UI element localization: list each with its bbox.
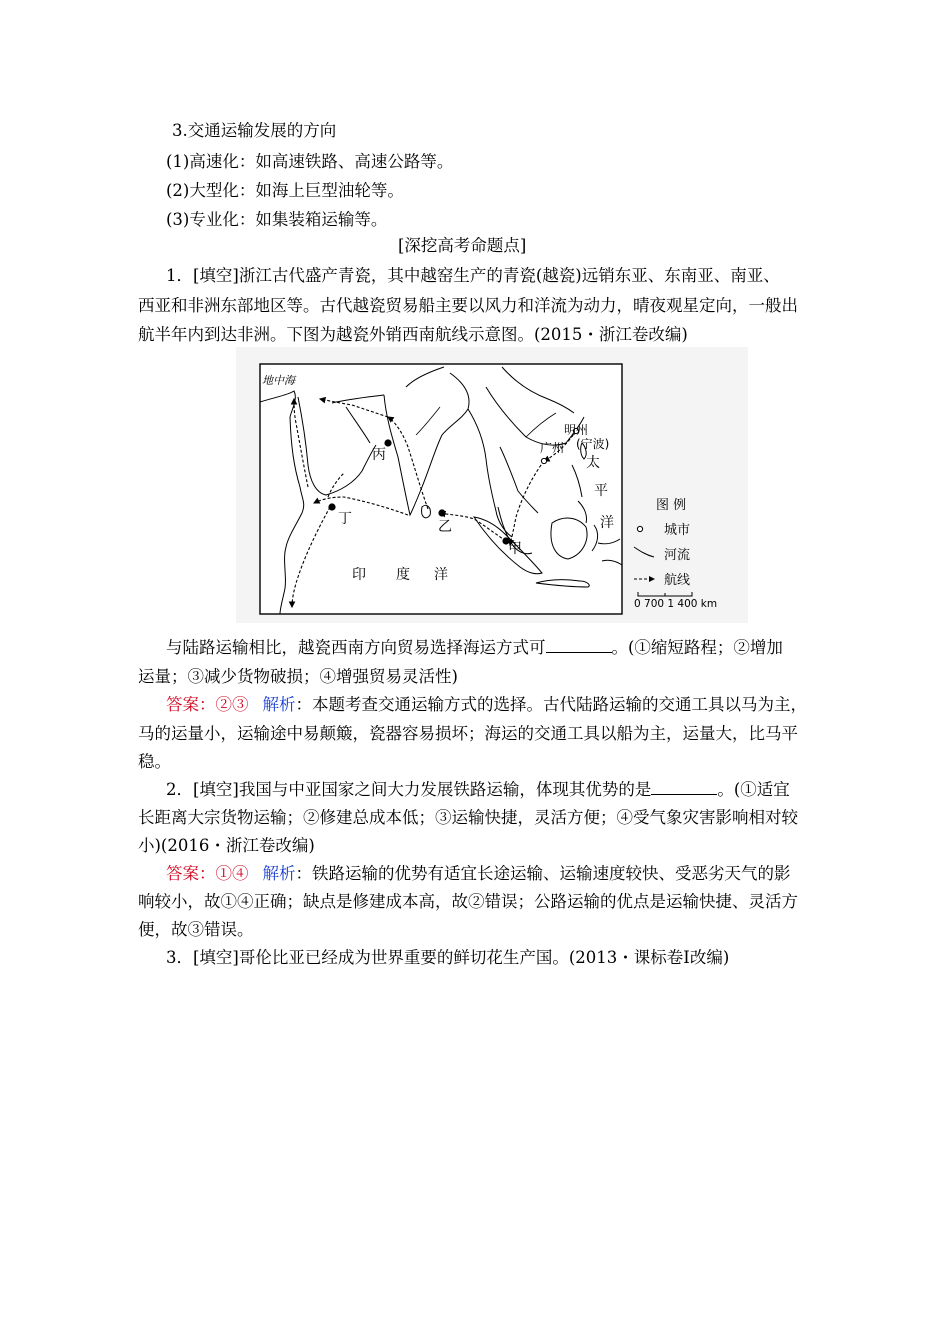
question-1-line: 西亚和非洲东部地区等。古代越瓷贸易船主要以风力和洋流为动力，晴夜观星定向，一般出 — [138, 296, 798, 315]
point-ding — [328, 503, 335, 510]
label-yang-pacific: 洋 — [600, 515, 614, 531]
legend-route-label: 航线 — [664, 573, 691, 588]
point-yi — [438, 509, 445, 516]
question-1-prompt: 与陆路运输相比，越瓷西南方向贸易选择海运方式可 。(①缩短路程；②增加 — [166, 638, 783, 657]
label-ningbo: (宁波) — [576, 437, 610, 451]
analysis-1-line: 稳。 — [138, 752, 171, 771]
answer-value: ①④ — [215, 864, 249, 883]
analysis-1-line: 马的运量小，运输途中易颠簸，瓷器容易损坏；海运的交通工具以船为主，运量大，比马平 — [138, 724, 798, 743]
route-map — [236, 347, 748, 623]
question-1-options: 运量；③减少货物破损；④增强贸易灵活性) — [138, 667, 458, 686]
city-guangzhou — [541, 458, 546, 463]
label-bing: 丙 — [372, 447, 386, 463]
answer-value: ②③ — [215, 695, 249, 714]
list-item: (1)高速化：如高速铁路、高速公路等。 — [166, 152, 454, 171]
answer-2: 答案：①④ 解析：铁路运输的优势有适宜长途运输、运输速度较快、受恶劣天气的影 — [166, 864, 791, 883]
label-yang-indian: 洋 — [434, 567, 448, 583]
page-title: [深挖高考命题点] — [398, 236, 527, 255]
answer-label: 答案： — [166, 695, 216, 714]
question-2-prompt: 2．[填空]我国与中亚国家之间大力发展铁路运输，体现其优势的是 。(①适宜 — [166, 780, 790, 799]
scale-label: 0 700 1 400 km — [634, 598, 718, 610]
analysis-2-line: 响较小，故①④正确；缺点是修建成本高，故②错误；公路运输的优点是运输快捷、灵活方 — [138, 892, 798, 911]
section-heading: 3.交通运输发展的方向 — [172, 121, 337, 140]
label-yin: 印 — [352, 567, 366, 583]
label-guangzhou: 广州 — [540, 441, 565, 455]
label-ming: 明州 — [564, 423, 589, 437]
answer-1: 答案：②③ 解析：本题考查交通运输方式的选择。古代陆路运输的交通工具以马为主， — [166, 695, 807, 714]
analysis-label: 解析 — [262, 695, 296, 714]
analysis-label: 解析 — [262, 864, 296, 883]
analysis-2-line: 便，故③错误。 — [138, 920, 254, 939]
list-item: (2)大型化：如海上巨型油轮等。 — [166, 181, 404, 200]
answer-blank[interactable] — [651, 780, 717, 795]
legend-city-label: 城市 — [664, 523, 691, 538]
label-ping: 平 — [594, 483, 608, 499]
answer-label: 答案： — [166, 864, 216, 883]
label-du: 度 — [396, 567, 410, 583]
label-tai: 太 — [586, 455, 600, 471]
label-mediterranean: 地中海 — [262, 374, 295, 387]
question-1-line: 航半年内到达非洲。下图为越瓷外销西南航线示意图。(2015・浙江卷改编) — [138, 325, 688, 344]
legend-river-label: 河流 — [664, 548, 691, 563]
list-item: (3)专业化：如集装箱运输等。 — [166, 210, 388, 229]
question-2-line: 小)(2016・浙江卷改编) — [138, 836, 315, 855]
answer-blank[interactable] — [546, 638, 612, 653]
legend-city-symbol — [637, 526, 642, 531]
question-3: 3．[填空]哥伦比亚已经成为世界重要的鲜切花生产国。(2013・课标卷Ⅰ改编) — [166, 948, 730, 967]
label-yi: 乙 — [438, 519, 452, 535]
label-ding: 丁 — [338, 511, 352, 527]
question-1-line: 1．[填空]浙江古代盛产青瓷，其中越窑生产的青瓷(越瓷)远销东亚、东南亚、南亚、 — [166, 266, 780, 285]
question-2-line: 长距离大宗货物运输；②修建总成本低；③运输快捷，灵活方便；④受气象灾害影响相对较 — [138, 808, 798, 827]
point-bing — [384, 439, 391, 446]
legend-title: 图 例 — [656, 498, 687, 513]
label-jia: 甲 — [508, 541, 522, 557]
